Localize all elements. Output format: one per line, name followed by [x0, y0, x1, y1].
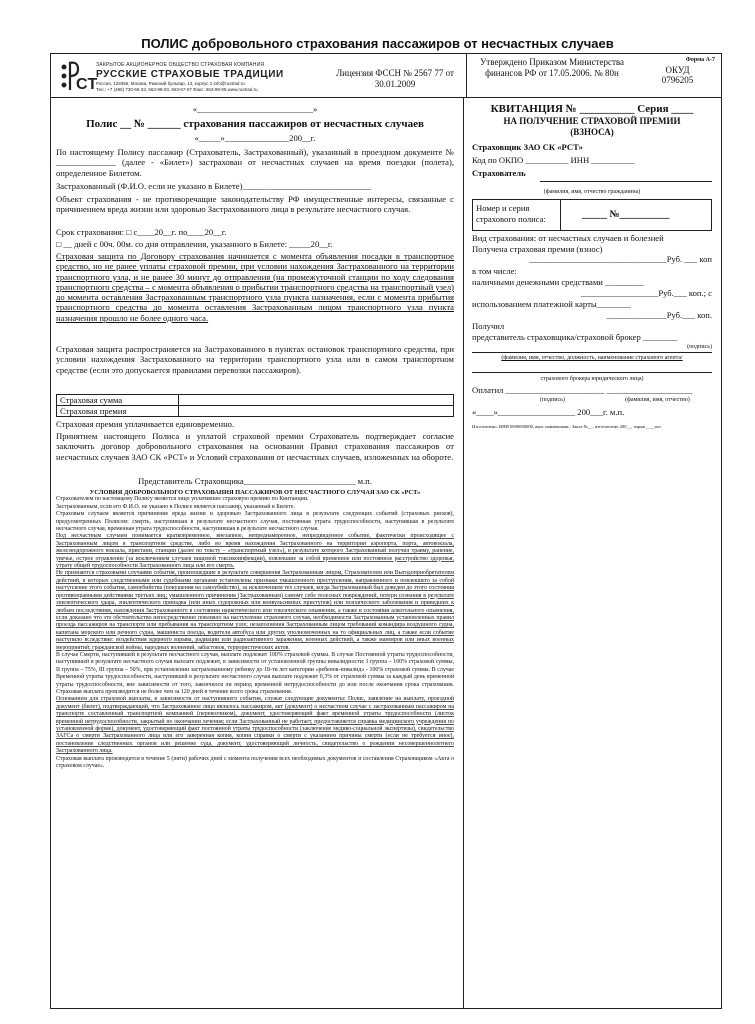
receipt-kind: Вид страхования: от несчастных случаев и болезней: [472, 233, 664, 243]
company-block: [96, 62, 284, 92]
protection-clause: Страховая защита по Договору страхования начинается с момента объявления посадки в транспортное средство, но не ранее уплаты страховой премии, при условии нахождения Застрахованного на территории транспортного узла, и не ранее 30 минут до отправления (на промежуточной станции по ходу следования транспортного средства – с момента объявления о прибытии транспортного средства на транспортный узел) до момента оставления Застрахованным транспортного узла пункта назначения, если с момента прибытия транспортного средства до момента оставления Застрахованным лицом транспортного узла пункта назначения прошло не более одного часа.: [56, 251, 454, 323]
conditions-block: [56, 489, 454, 770]
condition-5: Не признаются страховыми случаями события, произошедшие в результате совершения Застрахованным лицом, Страхователем или Выгодоприобретателем действий, в которых следственными или судебными органами установлены признаки умышленного преступления, направленного и повлекшего за собой наступление этого события, самоубийства (покушения на самоубийство), за исключением тех случаев, когда Застрахованный был доведен до этого состояния противоправными действиями третьих лиц; умышленного причинения (Застрахованным) самому себе телесных повреждений, потери сознания в результате эпилептического удара, эпилептического припадка (или иных судорожных или конвульсивных приступов) или психического заболевания и приведших к любым последствиям, нахождения Застрахованного в состоянии наркотического или токсического опьянения, а также в состоянии алкогольного опьянения, если доказано что это обстоятельство непосредственно повлияло на наступление страхового случая, необходимости Застрахованным установленных правил проезда пассажиров на транспорте или пребывания на транспортном узле; незаполнения Застрахованным лицом требований командира воздушного судна, капитана морского или речного судна, машиниста поезда, водителя автобуса или других уполномоченных на то официальных лиц, а также если событие наступило вследствие: воздействия ядерного взрыва, радиации или радиоактивного заражения, военных действий, а также маневров или иных военных мероприятий; гражданской войны, народных волнений, забастовок, террористических актов.: [56, 570, 454, 651]
page-title: ПОЛИС добровольного страхования пассажиров от несчастных случаев: [141, 36, 614, 51]
license: Лицензия ФССН № 2567 77 от 30.01.2009: [336, 68, 454, 89]
premium-label: Страховая премия: [57, 406, 179, 417]
condition-8: Страховая выплата производится в течение 5 (пяти) рабочих дней с момента получения всех необходимых документов и составления Страховщиком «Акта о страховом случае».: [56, 755, 454, 770]
receipt-amount[interactable]: ________________________________Руб. ___ коп: [529, 254, 712, 264]
sum-row: [57, 395, 454, 406]
paid-sign-caption: (подпись): [540, 397, 565, 403]
receipt-subheading-2: (ВЗНОСА): [570, 127, 614, 137]
company-address: Россия, 129366, Москва, Рижский бульвар, 13, корпус 2 info@rustrad.ru: [96, 81, 245, 86]
condition-3: Страховым случаем является причинение вреда жизни и здоровью Застрахованного лица в результате следующих событий (страховых рисков), предусмотренных Полисом: смерть, наступившая в результате несчастного случая, постоянная утрата трудоспособности, наступившая в результате несчастного случая, временная утрата трудоспособности, наступившая в результате несчастного случая.: [56, 511, 454, 533]
company-name: РУССКИЕ СТРАХОВЫЕ ТРАДИЦИИ: [96, 69, 284, 80]
condition-4: Под несчастным случаем понимается кратковременное, внезапное, непреднамеренное, непредвиденное событие, фактически происходящее с Застрахованным лицом в транспортном средстве, либо во время нахождения Застрахованного на территории аэропорта, порта, автовокзала, железнодорожного вокзала, пристани, станции (далее по тексту – «транспортный узел»), в результате которого Застрахованный получил травму, ранение, увечье, острое отравление (за исключением случаев пищевой токсикоинфекции), повлекшие за собой временное или постоянное расстройство здоровья, утрату общей трудоспособности Застрахованного лица или его смерть.: [56, 533, 454, 570]
coverage-clause: Страховая защита распространяется на Застрахованного в пунктах остановок транспортного средства, при условии нахождения Застрахованного на территории транспортного узла или в самом транспортном средстве (если это допускается правилами перевозки пассажиров).: [56, 344, 454, 375]
term-days: □ __ дней с 00ч. 00м. со дня отправления, указанного в Билете: _____20__г.: [56, 239, 333, 249]
sum-value[interactable]: [179, 395, 454, 406]
receipt-okpo-inn: Код по ОКПО __________ ИНН __________: [472, 155, 635, 165]
receipt-card-amount[interactable]: ______________Руб.___ коп.: [606, 310, 712, 320]
receipt-heading: КВИТАНЦИЯ № __________ Серия ____: [490, 103, 694, 115]
receipt-paid[interactable]: Оплатил _______________________ ____________________: [472, 385, 693, 395]
policy-box-label: [476, 203, 560, 225]
broker-caption: страхового брокера юридического лица): [540, 376, 644, 382]
condition-6: В случае Смерти, наступившей в результате несчастного случая, выплате подлежит 100% страховой суммы. В случае Постоянной утраты трудоспособности, наступившей в результате несчастного случая выплате подлежит, в зависимости от установленной группы инвалидности: I группа – 100% страховой суммы, II группа – 75%, III группа – 50%, при установлении застрахованному ребенку до 18-ти лет категории «ребенок-инвалид» - 100% страховой суммы. В случае Временной утраты трудоспособности, наступившей в результате несчастного случая выплате подлежит 0,3% от страховой суммы за каждый день временной утраты трудоспособности, вне зависимости от того, закончился ли период временной нетрудоспособности до или после окончания срока страхования. Страховая выплата производится не более чем за 120 дней в течение всего срока страхования.: [56, 651, 454, 695]
premium-once: Страховая премия уплачивается единовременно.: [56, 419, 235, 429]
header-divider: [50, 97, 722, 98]
policy-box-label-2: страхового полиса:: [476, 214, 546, 224]
approval-note: Утверждено Приказом Министерства финансов РФ от 17.05.2006. № 80н: [479, 57, 625, 78]
receipt-received: Получена страховая премия (взнос): [472, 244, 603, 254]
condition-7: Основанием для страховой выплаты, в зависимости от наступившего события, служат следующие документы: Полис, заявление на выплату, проездной документ (билет), подтверждающий, что Застрахованное лицо являлось пассажиром, акт (документ) о несчастном случае с застрахованным пассажиром на транспорте составленный транспортной компанией (перевозчиком), документ, удостоверяющий факт временной утраты трудоспособности (листок временной нетрудоспособности, закрытый по окончании лечения; если Застрахованный не работает, предоставляется справка медицинского учреждения по установленной форме), документ, удостоверяющий факт постоянной утраты трудоспособности (заключение медико-социальной экспертизы), свидетельство ЗАГСа о смерти Застрахованного лица или его заверенная копия, копия справки о смерти с указанием причины смерти (если не требуется иное), постановление следственных органов или решение суда, документ, удостоверяющий личность, свидетельство о рождении несовершеннолетнего Застрахованного лица.: [56, 696, 454, 755]
acceptance-clause: Принятием настоящего Полиса и уплатой страховой премии Страхователь подтверждает согласие заключить договор добровольного страхования на основании Правил страхования пассажиров от несчастных случаев ЗАО СК «РСТ» и Условий страхования от несчастных случаев, изложенных на обороте.: [56, 431, 454, 462]
company-contacts: Тел.: +7 (495) 730-56-33, 663-98-03, 663-67-07 Факс: 663-98-05 www.rustrad.ru: [96, 87, 258, 92]
receipt-date[interactable]: «____»__________________ 200___г. м.п.: [472, 407, 625, 417]
header-divider-v: [466, 53, 467, 97]
receipt-cash[interactable]: наличными денежными средствами _________: [472, 277, 644, 287]
sum-label: Страховая сумма: [57, 395, 179, 406]
okud-code: 0796205: [661, 75, 694, 85]
premium-value[interactable]: [179, 406, 454, 417]
policy-box-label-1: Номер и серия: [476, 203, 530, 213]
policy-intro: По настоящему Полису пассажир (Страхователь, Застрахованный), указанный в проездном документе № ______________ (далее - «Билет») застрахован от несчастных случаев на время поездки (полета), определенное Билетом.: [56, 147, 454, 178]
receipt-card[interactable]: использованием платежной карты________: [472, 299, 631, 309]
receipt-footnote: Изготовлено, ИНН 0000000000, вып. наименован., Заказ №__, изготовлено 200__, тираж____экз.: [472, 424, 662, 429]
sign-caption: (подпись): [687, 344, 712, 350]
receipt-insurer: Страховщик ЗАО СК «РСТ»: [472, 142, 583, 152]
company-line1: ЗАКРЫТОЕ АКЦИОНЕРНОЕ ОБЩЕСТВО СТРАХОВАЯ КОМПАНИЯ: [96, 62, 265, 68]
paid-fio-caption: (фамилия, имя, отчество): [625, 397, 690, 403]
policy-box-number[interactable]: _____ №__________: [582, 209, 670, 220]
broker-line: [472, 372, 712, 373]
form-label: Форма А-7: [685, 57, 715, 63]
premium-row: [57, 406, 454, 417]
rst-logo-icon: [56, 58, 98, 94]
receipt-cash-amount[interactable]: __________________Руб.___ коп.; с: [581, 288, 712, 298]
receipt-got: Получил: [472, 321, 505, 331]
svg-text:CT: CT: [76, 76, 98, 93]
term-range: Срок страхования: □ с____20__г. по____20__г.: [56, 227, 227, 237]
receipt-agent[interactable]: представитель страховщика/страховой брокер ________: [472, 332, 678, 342]
policy-heading: Полис __ № ______ страхования пассажиров от несчастных случаев: [86, 118, 424, 130]
policy-box-divider: [560, 199, 561, 231]
insured-line: [540, 181, 712, 182]
column-divider: [463, 97, 464, 1009]
condition-1: Страхователем по настоящему Полису является лицо уплатившее страховую премию по Квитанции.: [56, 496, 309, 503]
agent-fio-caption: (фамилия, имя, отчество, должность, наименование страхового агента/: [501, 355, 683, 361]
insurance-object: Объект страхования - не противоречащие законодательству РФ имущественные интересы, связанные с причинением вреда жизни или здоровью Застрахованного лица в результате несчастного случая.: [56, 194, 454, 215]
insured-person: Застрахованный (Ф.И.О. если не указано в Билете)______________________________: [56, 181, 372, 191]
fio-caption: (фамилия, имя, отчество гражданина): [543, 189, 641, 195]
receipt-insured-label: Страхователь: [472, 168, 526, 178]
representative-sign: Представитель Страховщика__________________________ м.п.: [138, 476, 372, 486]
policy-date: «_____»_______________200__г.: [194, 133, 316, 143]
policy-date-line: «___________________________»: [192, 104, 318, 114]
okud-label: ОКУД: [665, 65, 690, 75]
receipt-incl: в том числе:: [472, 266, 517, 276]
form-code-block: [640, 55, 715, 85]
conditions-title: УСЛОВИЯ ДОБРОВОЛЬНОГО СТРАХОВАНИЯ ПАССАЖИРОВ ОТ НЕСЧАСТНОГО СЛУЧАЯ ЗАО СК «РСТ»: [89, 489, 421, 496]
insurance-table: [56, 394, 454, 417]
condition-2: Застрахованным, если его Ф.И.О. не указано в Полисе является пассажир, указанный в Билете.: [56, 503, 296, 510]
receipt-subheading: НА ПОЛУЧЕНИЕ СТРАХОВОЙ ПРЕМИИ: [503, 116, 681, 126]
agent-line: [472, 352, 712, 353]
